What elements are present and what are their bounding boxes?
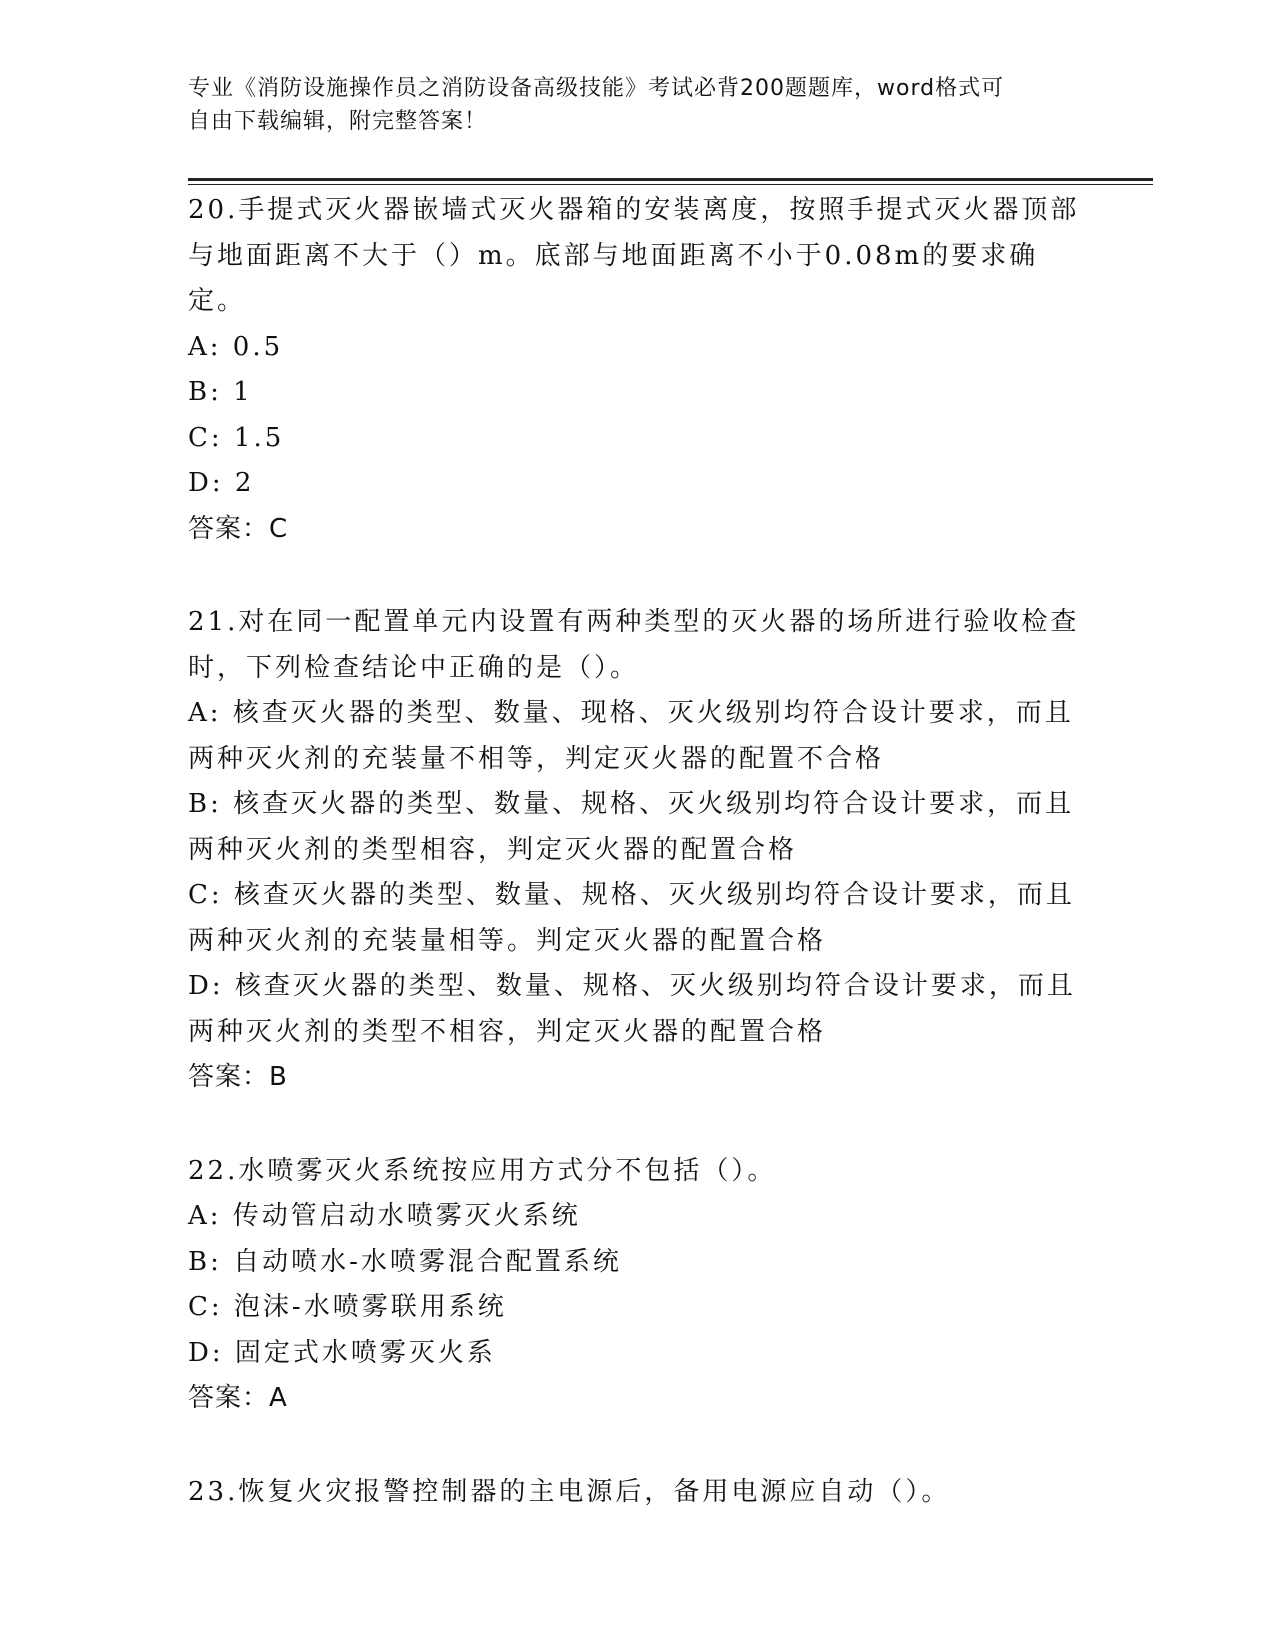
- question-21: [188, 600, 1088, 1101]
- question-stem: 21.对在同一配置单元内设置有两种类型的灭火器的场所进行验收检查时，下列检查结论中正确的是（）。: [188, 607, 1080, 683]
- question-22: [188, 1149, 1088, 1422]
- header-line-1: 专业《消防设施操作员之消防设备高级技能》考试必背200题题库，word格式可: [188, 76, 1005, 101]
- option-d: D: 核查灭火器的类型、数量、规格、灭火级别均符合设计要求，而且两种灭火剂的类型不相容，判定灭火器的配置合格: [188, 971, 1076, 1047]
- header-divider-thick: [188, 178, 1153, 181]
- option-c: C: 核查灭火器的类型、数量、规格、灭火级别均符合设计要求，而且两种灭火剂的充装量相等。判定灭火器的配置合格: [188, 880, 1075, 956]
- answer: 答案：A: [188, 1383, 288, 1413]
- option-a: A: 0.5: [188, 331, 284, 362]
- option-c: C: 泡沫-水喷雾联用系统: [188, 1292, 507, 1322]
- option-b: B: 1: [188, 377, 253, 407]
- option-c: C: 1.5: [188, 422, 285, 453]
- option-d: D: 2: [188, 468, 255, 498]
- question-stem: 23.恢复火灾报警控制器的主电源后，备用电源应自动（）。: [188, 1476, 951, 1507]
- document-header: [188, 72, 1068, 138]
- header-line-2: 自由下载编辑，附完整答案！: [188, 109, 488, 134]
- answer: 答案：C: [188, 513, 289, 544]
- header-divider-thin: [188, 184, 1153, 185]
- question-stem: 22.水喷雾灭火系统按应用方式分不包括（）。: [188, 1155, 777, 1186]
- question-20: [188, 188, 1088, 552]
- option-a: A: 传动管启动水喷雾灭火系统: [188, 1201, 581, 1231]
- option-d: D: 固定式水喷雾灭火系: [188, 1337, 496, 1368]
- option-b: B: 核查灭火器的类型、数量、规格、灭火级别均符合设计要求，而且两种灭火剂的类型相容，判定灭火器的配置合格: [188, 789, 1075, 865]
- option-b: B: 自动喷水-水喷雾混合配置系统: [188, 1246, 622, 1277]
- question-list: [188, 188, 1088, 1515]
- question-stem: 20.手提式灭火器嵌墙式灭火器箱的安装离度，按照手提式灭火器顶部与地面距离不大于（）m。底部与地面距离不小于0.08m的要求确定。: [188, 195, 1080, 316]
- answer: 答案：B: [188, 1062, 288, 1092]
- option-a: A: 核查灭火器的类型、数量、现格、灭火级别均符合设计要求，而且两种灭火剂的充装量不相等，判定灭火器的配置不合格: [188, 698, 1074, 774]
- question-23: [188, 1470, 1088, 1516]
